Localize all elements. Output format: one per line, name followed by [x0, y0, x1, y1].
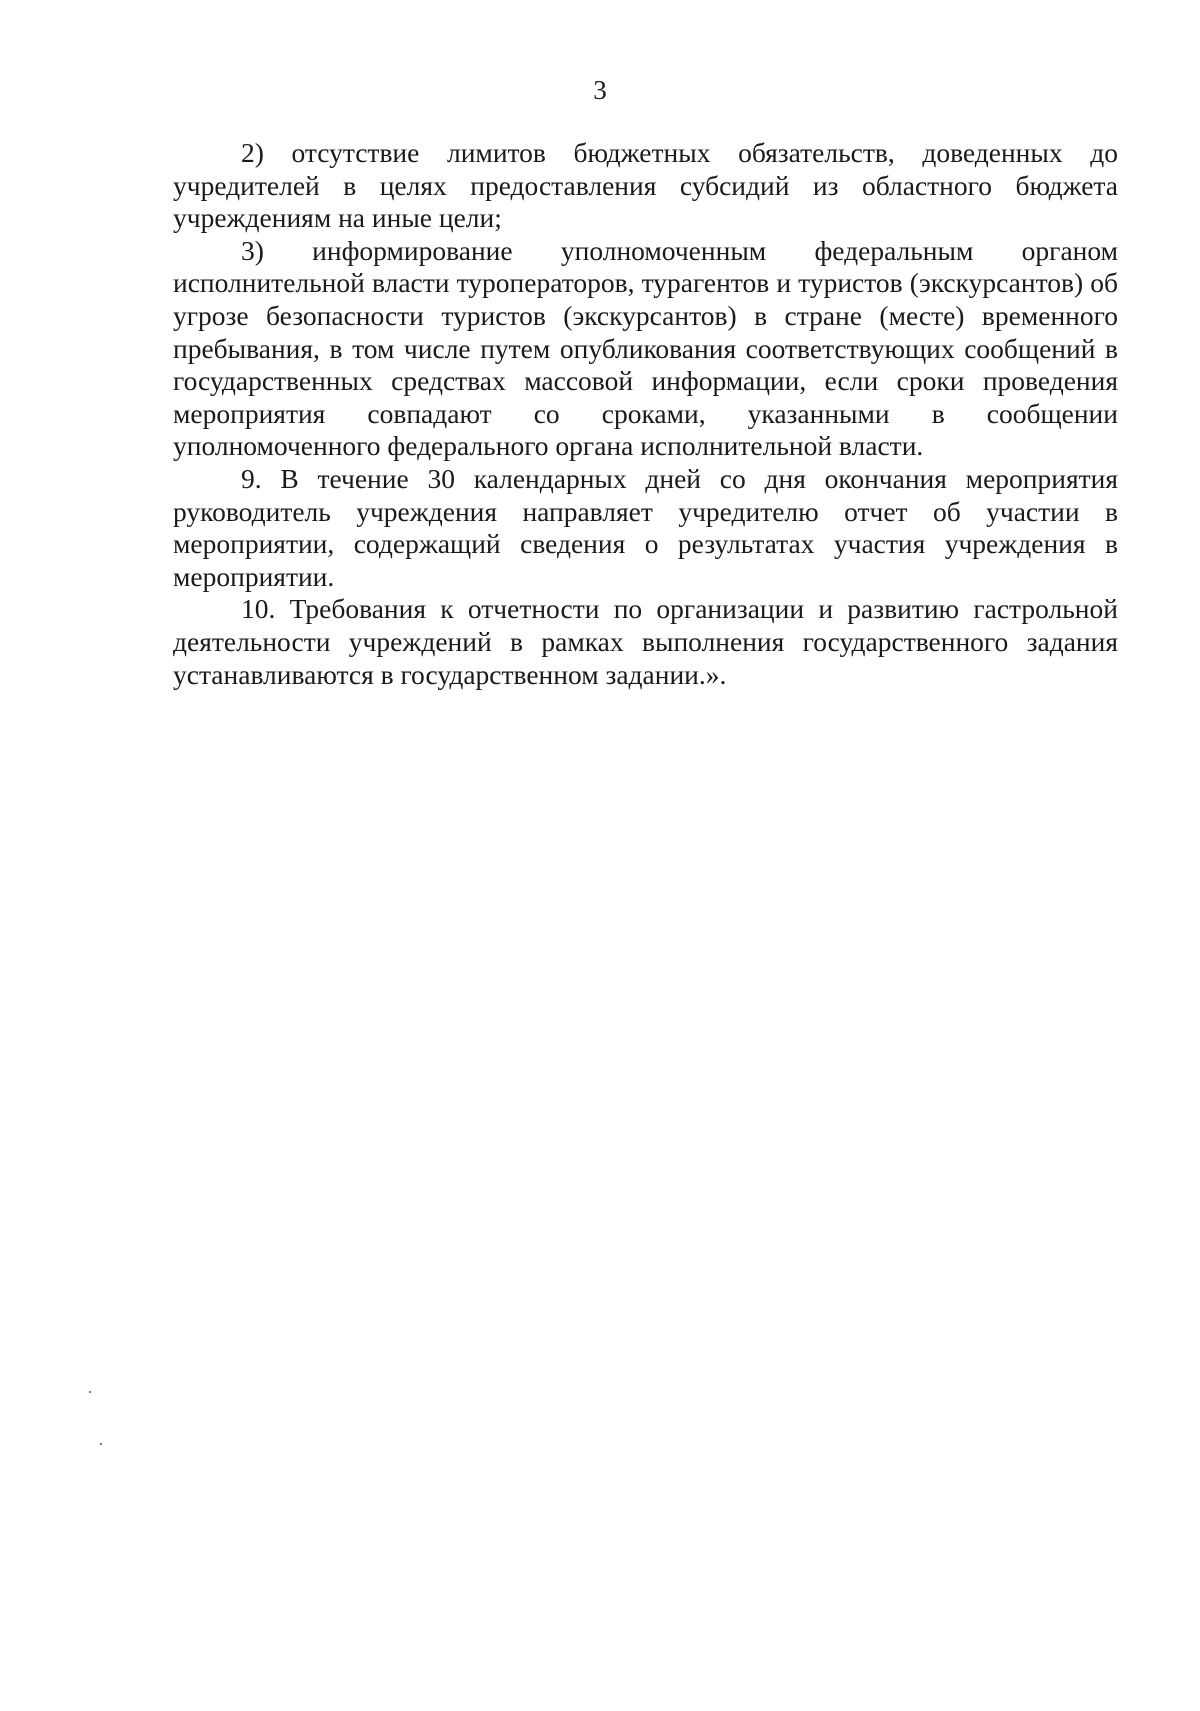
paragraph-clause-10: 10. Требования к отчетности по организации и развитию гастрольной деятельности учреждений в рамках выполнения государственного задания устанавливаются в государственном задании.». [173, 593, 1118, 690]
paragraph-item-3: 3) информирование уполномоченным федеральным органом исполнительной власти туроператоров, турагентов и туристов (экскурсантов) об угрозе безопасности туристов (экскурсантов) в стране (месте) временного пребывания, в том числе путем опубликования соответствующих сообщений в государственных средствах массовой информации, если сроки проведения мероприятия совпадают со сроками, указанными в сообщении уполномоченного федерального органа исполнительной власти. [173, 234, 1118, 462]
paragraph-item-2: 2) отсутствие лимитов бюджетных обязательств, доведенных до учредителей в целях предоставления субсидий из областного бюджета учреждениям на иные цели; [173, 137, 1118, 234]
paragraph-clause-9: 9. В течение 30 календарных дней со дня окончания мероприятия руководитель учреждения направляет учредителю отчет об участии в мероприятии, содержащий сведения о результатах участия учреждения в мероприятии. [173, 462, 1118, 592]
document-body [173, 137, 1118, 691]
page-number: 3 [593, 75, 607, 105]
scan-speck [89, 1391, 91, 1393]
scan-speck [100, 1443, 102, 1445]
